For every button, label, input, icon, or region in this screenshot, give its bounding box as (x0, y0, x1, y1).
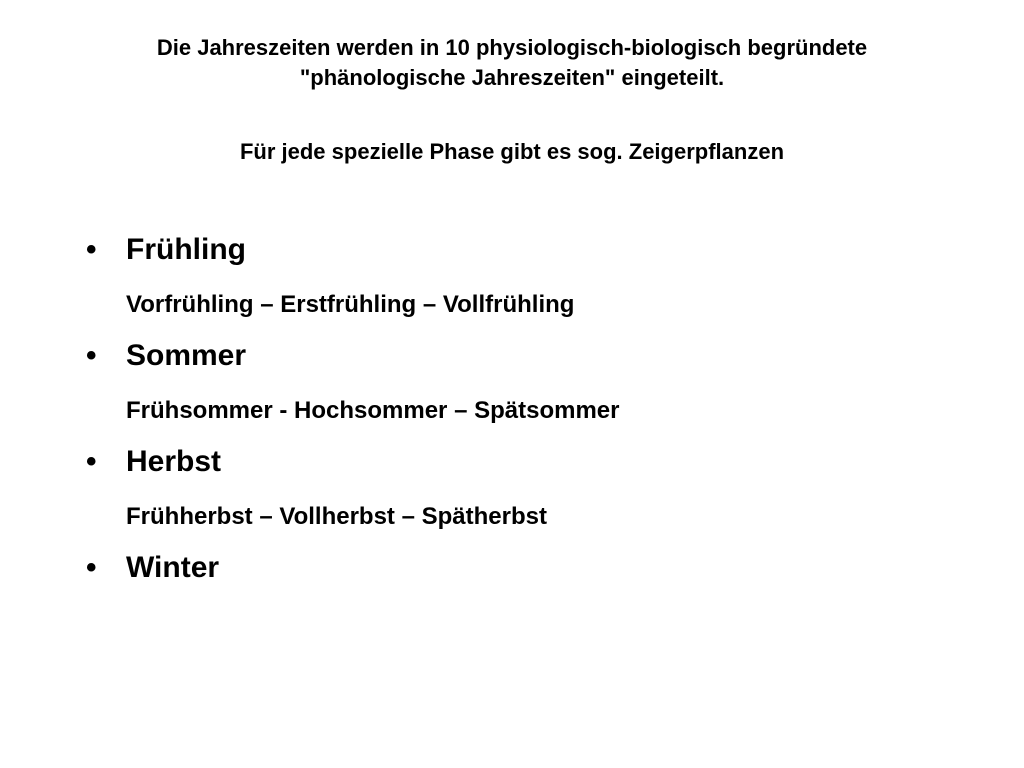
season-item-sommer (86, 334, 986, 428)
bullet-icon: • (86, 233, 97, 266)
season-name: Winter (126, 551, 220, 584)
season-list (86, 228, 986, 590)
season-phases: Frühsommer - Hochsommer – Spätsommer (126, 397, 620, 424)
season-phases: Vorfrühling – Erstfrühling – Vollfrühling (126, 291, 575, 318)
bullet-icon: • (86, 445, 97, 478)
season-name: Frühling (126, 233, 246, 266)
heading-line-2: "phänologische Jahreszeiten" eingeteilt. (299, 65, 725, 90)
bullet-icon: • (86, 339, 97, 372)
season-item-fruehling (86, 228, 986, 322)
season-phases: Frühherbst – Vollherbst – Spätherbst (126, 503, 547, 530)
season-name: Herbst (126, 445, 222, 478)
slide-subheading: Für jede spezielle Phase gibt es sog. Zeigerpflanzen (239, 139, 785, 164)
season-item-winter (86, 546, 986, 590)
bullet-icon: • (86, 551, 97, 584)
season-name: Sommer (126, 339, 247, 372)
season-item-herbst (86, 440, 986, 534)
slide-heading (0, 33, 1024, 93)
heading-line-1: Die Jahreszeiten werden in 10 physiologisch-biologisch begründete (156, 35, 868, 60)
